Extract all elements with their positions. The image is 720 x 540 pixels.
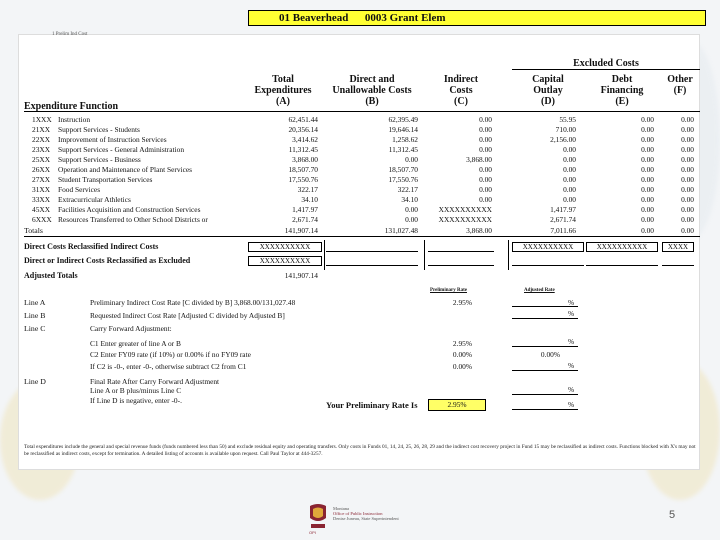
district-name: 01 Beaverhead: [279, 12, 349, 24]
cell-d: 0.00: [563, 185, 576, 194]
school-name: 0003 Grant Elem: [364, 12, 446, 24]
cell-d: 710.00: [555, 125, 576, 134]
cell-e: 0.00: [641, 135, 654, 144]
totals-a: 141,907.14: [284, 226, 318, 235]
cell-a: 2,671.74: [292, 215, 318, 224]
reclass-excluded-b-field[interactable]: [326, 256, 418, 266]
cell-d: 0.00: [563, 165, 576, 174]
cell-f: 0.00: [681, 135, 694, 144]
cell-c: 0.00: [479, 185, 492, 194]
cell-f: 0.00: [681, 205, 694, 214]
cell-d: 1,417.97: [550, 205, 576, 214]
header-rule: [24, 111, 700, 112]
reclass-indirect-e-blocked: XXXXXXXXXX: [586, 242, 658, 252]
cell-c: 3,868.00: [466, 155, 492, 164]
cell-a: 62,451.44: [288, 115, 318, 124]
adjusted-totals-a: 141,907.14: [284, 271, 318, 280]
totals-rule: [24, 236, 700, 237]
line-c-text: Carry Forward Adjustment:: [90, 324, 172, 333]
cell-e: 0.00: [641, 165, 654, 174]
cell-a: 11,312.45: [288, 145, 318, 154]
column-header-direct: Direct and Unallowable Costs (B): [332, 74, 412, 107]
reclass-indirect-label: Direct Costs Reclassified Indirect Costs: [24, 242, 159, 251]
line-a-text: Preliminary Indirect Cost Rate [C divided by B] 3,868.00/131,027.48: [90, 298, 296, 307]
cell-c: 0.00: [479, 145, 492, 154]
cell-e: 0.00: [641, 215, 654, 224]
column-header-total: Total Expenditures (A): [254, 74, 312, 107]
cell-f: 0.00: [681, 215, 694, 224]
your-preliminary-rate-value: 2.95%: [428, 399, 486, 411]
function-name: Student Transportation Services: [58, 175, 153, 184]
cell-d: 2,156.00: [550, 135, 576, 144]
adjusted-totals-label: Adjusted Totals: [24, 271, 78, 280]
grid-line: [324, 240, 325, 270]
cell-e: 0.00: [641, 145, 654, 154]
cell-f: 0.00: [681, 145, 694, 154]
cell-f: 0.00: [681, 175, 694, 184]
district-title-bar: [248, 10, 706, 26]
cell-a: 18,507.70: [288, 165, 318, 174]
table-row: [24, 165, 700, 174]
cell-e: 0.00: [641, 185, 654, 194]
cell-a: 17,550.76: [288, 175, 318, 184]
cell-c: 0.00: [479, 115, 492, 124]
reclass-indirect-b-field[interactable]: [326, 242, 418, 252]
totals-c: 3,868.00: [466, 226, 492, 235]
table-row: [24, 195, 700, 204]
sheet-caption: 1 Prelim Ind Cost: [52, 32, 88, 37]
line-d-label: Line D: [24, 377, 46, 386]
your-rate-percent: %: [568, 400, 575, 409]
line-b-text: Requested Indirect Cost Rate [Adjusted C divided by Adjusted B]: [90, 311, 285, 320]
cell-f: 0.00: [681, 155, 694, 164]
function-code: 25XX: [32, 155, 51, 164]
function-name: Operation and Maintenance of Plant Services: [58, 165, 193, 174]
cell-c: XXXXXXXXXX: [438, 215, 492, 224]
opi-logo-icon: [307, 502, 329, 530]
opi-logo-badge: OPI: [309, 530, 316, 535]
table-row: [24, 125, 700, 134]
cell-e: 0.00: [641, 195, 654, 204]
totals-label: Totals: [24, 226, 43, 235]
function-code: 45XX: [32, 205, 51, 214]
function-name: Support Services - Students: [58, 125, 140, 134]
your-preliminary-rate-label: Your Preliminary Rate Is: [326, 400, 418, 410]
cell-a: 34.10: [301, 195, 318, 204]
totals-b: 131,027.48: [384, 226, 418, 235]
function-code: 33XX: [32, 195, 51, 204]
reclass-indirect-f-blocked: XXXX: [662, 242, 694, 252]
column-header-indirect: Indirect Costs (C): [443, 74, 479, 107]
cell-f: 0.00: [681, 185, 694, 194]
cell-a: 3,868.00: [292, 155, 318, 164]
function-name: Facilities Acquisition and Construction Services: [58, 205, 201, 214]
function-code: 1XXX: [32, 115, 52, 124]
cell-e: 0.00: [641, 155, 654, 164]
cell-b: 62,395.49: [388, 115, 418, 124]
function-name: Support Services - General Administration: [58, 145, 185, 154]
cell-b: 1,258.62: [392, 135, 418, 144]
table-row: [24, 155, 700, 164]
line-c2-adjusted: 0.00%: [540, 350, 560, 359]
column-header-debt: Debt Financing (E): [600, 74, 644, 107]
cell-a: 3,414.62: [292, 135, 318, 144]
line-b-label: Line B: [24, 311, 46, 320]
cell-c: 0.00: [479, 135, 492, 144]
reclass-excluded-a-blocked: XXXXXXXXXX: [248, 256, 322, 266]
cell-e: 0.00: [641, 115, 654, 124]
reclass-indirect-d-blocked: XXXXXXXXXX: [512, 242, 584, 252]
reclass-excluded-e-field[interactable]: [586, 256, 658, 266]
cell-d: 0.00: [563, 145, 576, 154]
function-code: 21XX: [32, 125, 51, 134]
line-c2-text: C2 Enter FY09 rate (if 10%) or 0.00% if no FY09 rate: [90, 350, 251, 359]
function-name: Extracurricular Athletics: [58, 195, 131, 204]
cell-c: XXXXXXXXXX: [438, 205, 492, 214]
line-c3-prelim: 0.00%: [452, 362, 472, 371]
table-row: [24, 145, 700, 154]
function-code: 31XX: [32, 185, 51, 194]
totals-f: 0.00: [681, 226, 694, 235]
line-c2-prelim: 0.00%: [452, 350, 472, 359]
table-row: [24, 115, 700, 124]
cell-b: 11,312.45: [388, 145, 418, 154]
function-name: Instruction: [58, 115, 91, 124]
line-d-text-1: Final Rate After Carry Forward Adjustment: [90, 377, 220, 386]
footnote-text: Total expenditures include the general and special revenue funds (funds numbered less than 50) and exclude residual equity and operating transfers. Only costs in Funds 01, 14, 24, 25, 26, 28, 29 and the indirect cost recovery project in Fund 15 may be reclassified as indirect costs. Functions blocked with X's may not be reclassified as indirect costs, except for termination. A detailed listing of accounts is available upon request. Call Paul Taylor at 444-3257.: [24, 444, 696, 457]
function-name: Food Services: [58, 185, 101, 194]
cell-b: 34.10: [401, 195, 418, 204]
line-a-percent: %: [568, 298, 575, 307]
function-code: 22XX: [32, 135, 51, 144]
line-d-text-2: Line A or B plus/minus Line C: [90, 386, 182, 395]
cell-a: 322.17: [297, 185, 318, 194]
function-code: 26XX: [32, 165, 51, 174]
cell-d: 55.95: [559, 115, 576, 124]
preliminary-rate-header: Preliminary Rate: [430, 288, 467, 293]
function-code: 23XX: [32, 145, 51, 154]
line-c-label: Line C: [24, 324, 46, 333]
cell-c: 0.00: [479, 195, 492, 204]
table-row: [24, 215, 700, 224]
line-b-percent: %: [568, 309, 575, 318]
line-c1-percent: %: [568, 337, 575, 346]
cell-d: 0.00: [563, 175, 576, 184]
table-row: [24, 185, 700, 194]
reclass-excluded-f-field[interactable]: [662, 256, 694, 266]
cell-d: 0.00: [563, 155, 576, 164]
cell-f: 0.00: [681, 115, 694, 124]
column-header-capital: Capital Outlay (D): [532, 74, 564, 107]
cell-f: 0.00: [681, 125, 694, 134]
line-c3-text: If C2 is -0-, enter -0-, otherwise subtract C2 from C1: [90, 362, 247, 371]
cell-c: 0.00: [479, 125, 492, 134]
reclass-excluded-d-field[interactable]: [512, 256, 584, 266]
cell-a: 20,356.14: [288, 125, 318, 134]
adjusted-rate-header: Adjusted Rate: [524, 288, 555, 293]
function-name: Support Services - Business: [58, 155, 141, 164]
opi-logo-text: Montana Office of Public Instruction Denise Juneau, State Superintendent: [333, 506, 399, 521]
cell-b: 0.00: [405, 215, 418, 224]
function-name: Resources Transferred to Other School Districts or: [58, 215, 208, 224]
grid-line: [424, 240, 425, 270]
function-name: Improvement of Instruction Services: [58, 135, 167, 144]
table-row: [24, 205, 700, 214]
totals-e: 0.00: [641, 226, 654, 235]
totals-d: 7,011.66: [550, 226, 576, 235]
reclass-indirect-a-blocked: XXXXXXXXXX: [248, 242, 322, 252]
cell-b: 0.00: [405, 155, 418, 164]
function-code: 6XXX: [32, 215, 52, 224]
line-c1-text: C1 Enter greater of line A or B: [90, 339, 181, 348]
cell-e: 0.00: [641, 175, 654, 184]
line-d-percent: %: [568, 385, 575, 394]
function-code: 27XX: [32, 175, 51, 184]
reclass-excluded-c-field[interactable]: [428, 256, 494, 266]
cell-b: 18,507.70: [388, 165, 418, 174]
reclass-indirect-c-field[interactable]: [428, 242, 494, 252]
page-number: 5: [669, 509, 676, 521]
table-row: [24, 135, 700, 144]
grid-line: [508, 240, 509, 270]
cell-e: 0.00: [641, 125, 654, 134]
line-c1-prelim: 2.95%: [452, 339, 472, 348]
line-a-label: Line A: [24, 298, 46, 307]
cell-c: 0.00: [479, 175, 492, 184]
cell-a: 1,417.97: [292, 205, 318, 214]
cell-e: 0.00: [641, 205, 654, 214]
cell-b: 17,550.76: [388, 175, 418, 184]
reclass-excluded-label: Direct or Indirect Costs Reclassified as Excluded: [24, 256, 191, 265]
cell-d: 2,671.74: [550, 215, 576, 224]
table-row: [24, 175, 700, 184]
excluded-costs-header: Excluded Costs: [512, 58, 700, 70]
line-d-text-3: If Line D is negative, enter -0-.: [90, 396, 182, 405]
cell-c: 0.00: [479, 165, 492, 174]
cell-f: 0.00: [681, 165, 694, 174]
expenditure-function-label: Expenditure Function: [24, 101, 118, 112]
cell-b: 19,646.14: [388, 125, 418, 134]
line-a-prelim: 2.95%: [452, 298, 472, 307]
cell-d: 0.00: [563, 195, 576, 204]
line-c3-percent: %: [568, 361, 575, 370]
cell-f: 0.00: [681, 195, 694, 204]
column-header-other: Other (F): [667, 74, 693, 96]
cell-b: 322.17: [397, 185, 418, 194]
cell-b: 0.00: [405, 205, 418, 214]
